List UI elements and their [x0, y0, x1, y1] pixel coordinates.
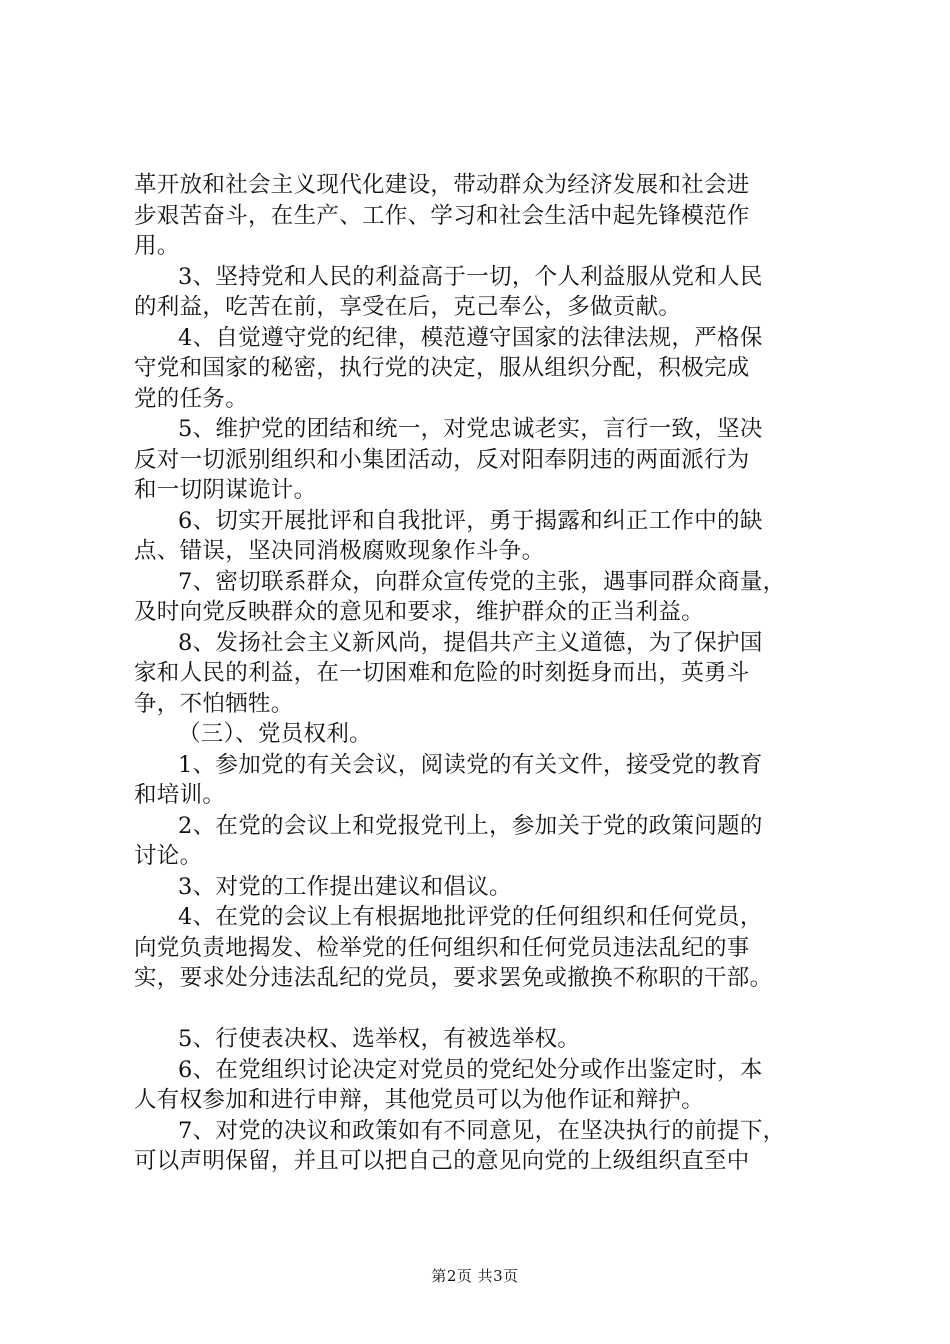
text-line: 向党负责地揭发、检举党的任何组织和任何党员违法乱纪的事: [134, 934, 750, 961]
text-line: 点、错误，坚决同消极腐败现象作斗争。: [134, 538, 545, 564]
text-line: 守党和国家的秘密，执行党的决定，服从组织分配，积极完成: [134, 355, 750, 381]
text-line: 6、切实开展批评和自我批评，勇于揭露和纠正工作中的缺: [178, 507, 763, 534]
text-line: 实，要求处分违法乱纪的党员，要求罢免或撤换不称职的干部。: [134, 965, 773, 991]
document-body: [134, 170, 844, 1177]
text-line: 和培训。: [134, 782, 226, 808]
text-line: 争，不怕牺牲。: [134, 690, 294, 717]
blank-line: [134, 994, 844, 1025]
text-line: 3、坚持党和人民的利益高于一切，个人利益服从党和人民: [178, 263, 763, 290]
text-line: 和一切阴谋诡计。: [134, 477, 317, 503]
text-line: 革开放和社会主义现代化建设，带动群众为经济发展和社会进: [134, 172, 750, 198]
text-line: 反对一切派别组织和小集团活动，反对阳奉阴违的两面派行为: [134, 446, 750, 473]
text-line: 2、在党的会议上和党报党刊上，参加关于党的政策问题的: [178, 812, 763, 839]
text-line: 用。: [134, 233, 180, 259]
text-line: 8、发扬社会主义新风尚，提倡共产主义道德，为了保护国: [178, 629, 763, 656]
text-line: 1、参加党的有关会议，阅读党的有关文件，接受党的教育: [178, 751, 763, 778]
text-line: 步艰苦奋斗，在生产、工作、学习和社会生活中起先锋模范作: [134, 202, 750, 229]
text-line: 4、自觉遵守党的纪律，模范遵守国家的法律法规，严格保: [178, 324, 763, 351]
text-line: 的利益，吃苦在前，享受在后，克己奉公，多做贡献。: [134, 294, 682, 320]
text-line: 及时向党反映群众的意见和要求，维护群众的正当利益。: [134, 599, 705, 625]
text-line: 家和人民的利益，在一切困难和危险的时刻挺身而出，英勇斗: [134, 660, 750, 686]
text-line: 6、在党组织讨论决定对党员的党纪处分或作出鉴定时，本: [178, 1056, 763, 1083]
text-line: 4、在党的会议上有根据地批评党的任何组织和任何党员，: [178, 904, 763, 930]
text-line: 讨论。: [134, 843, 203, 869]
text-line: 7、对党的决议和政策如有不同意见，在坚决执行的前提下，: [178, 1117, 786, 1144]
text-line: 人有权参加和进行申辩，其他党员可以为他作证和辩护。: [134, 1087, 705, 1113]
text-line: 3、对党的工作提出建议和倡议。: [178, 873, 512, 900]
text-line: 5、行使表决权、选举权，有被选举权。: [178, 1026, 581, 1052]
text-line: 7、密切联系群众，向群众宣传党的主张，遇事同群众商量，: [178, 568, 786, 595]
page-number-footer: 第2页 共3页: [431, 1267, 519, 1285]
text-line: 可以声明保留，并且可以把自己的意见向党的上级组织直至中: [134, 1148, 750, 1174]
section-heading: （三）、党员权利。: [178, 721, 372, 747]
text-line: 党的任务。: [134, 385, 249, 412]
text-line: 5、维护党的团结和统一，对党忠诚老实，言行一致，坚决: [178, 416, 763, 442]
